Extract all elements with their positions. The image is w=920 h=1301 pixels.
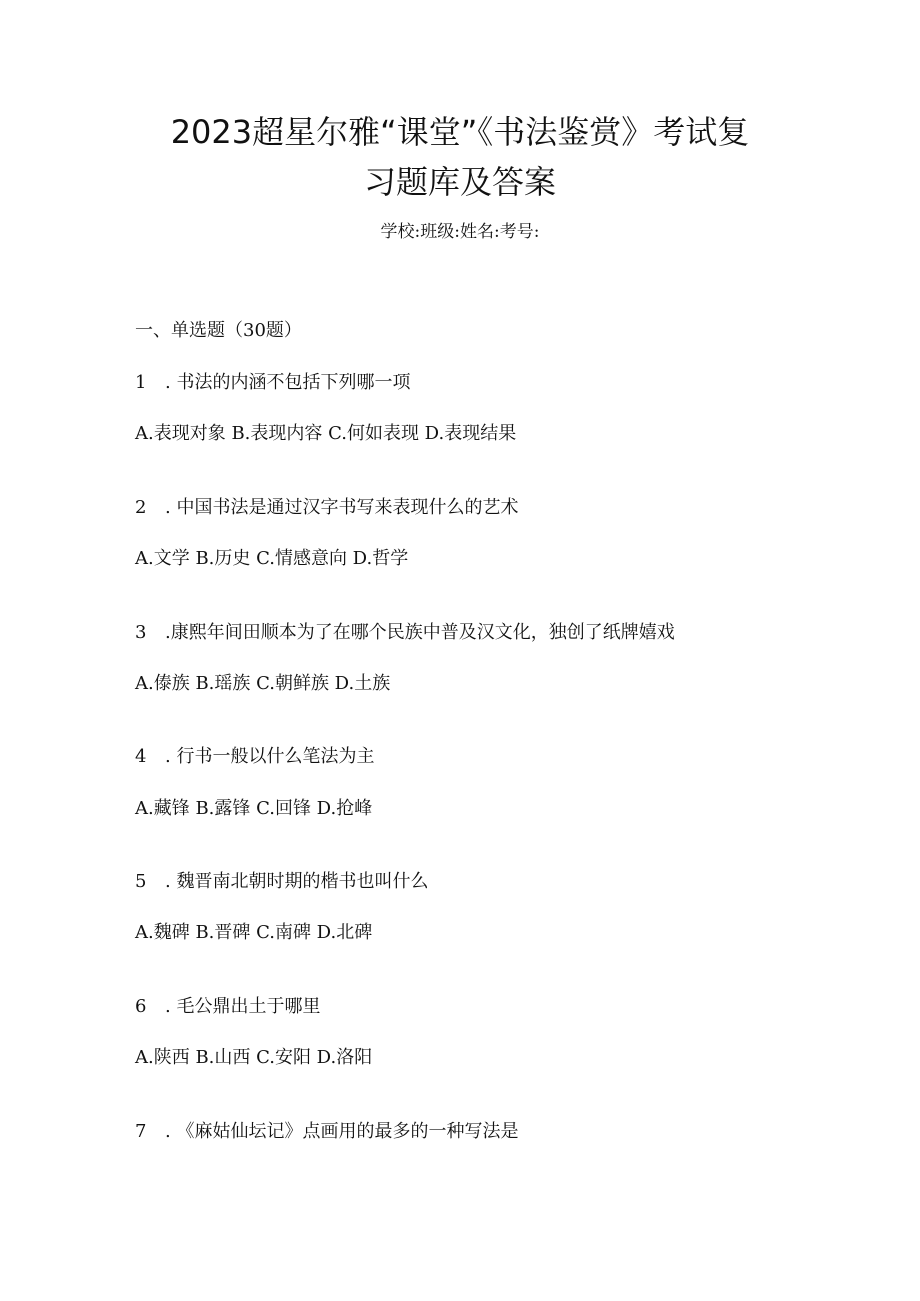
question-1: [135, 370, 410, 396]
options-5: A.魏碑 B.晋碑 C.南碑 D.北碑: [135, 922, 373, 943]
question-6: [135, 994, 320, 1020]
document-title-line-2: 习题库及答案: [363, 163, 556, 201]
question-number: 4: [135, 746, 147, 767]
options-6: A.陕西 B.山西 C.安阳 D.洛阳: [135, 1047, 373, 1068]
question-4: [135, 744, 374, 770]
question-5: [135, 869, 428, 895]
question-number: 1: [135, 372, 147, 393]
question-text: . 毛公鼎出土于哪里: [165, 996, 321, 1017]
options-3: A.傣族 B.瑶族 C.朝鲜族 D.土族: [135, 673, 391, 694]
question-text: . 中国书法是通过汉字书写来表现什么的艺术: [165, 497, 519, 518]
student-info-line: 学校:班级:姓名:考号:: [380, 222, 540, 242]
question-number: 6: [135, 996, 147, 1017]
question-number: 7: [135, 1121, 147, 1142]
document-title-line-1: 2023超星尔雅“课堂”《书法鉴赏》考试复: [170, 113, 750, 151]
question-text: .康熙年间田顺本为了在哪个民族中普及汉文化，独创了纸牌嬉戏: [165, 622, 675, 643]
question-2: [135, 495, 518, 521]
question-text: . 《麻姑仙坛记》点画用的最多的一种写法是: [165, 1121, 519, 1142]
options-4: A.藏锋 B.露锋 C.回锋 D.抢峰: [135, 798, 373, 819]
options-1: A.表现对象 B.表现内容 C.何如表现 D.表现结果: [135, 423, 517, 444]
question-3: [135, 620, 675, 646]
question-text: . 书法的内涵不包括下列哪一项: [165, 372, 411, 393]
question-7: [135, 1119, 518, 1145]
question-text: . 行书一般以什么笔法为主: [165, 746, 375, 767]
section-heading: 一、单选题（30题）: [135, 320, 302, 341]
question-number: 2: [135, 497, 147, 518]
question-number: 3: [135, 622, 147, 643]
options-2: A.文学 B.历史 C.情感意向 D.哲学: [135, 548, 409, 569]
question-text: . 魏晋南北朝时期的楷书也叫什么: [165, 871, 429, 892]
question-number: 5: [135, 871, 147, 892]
